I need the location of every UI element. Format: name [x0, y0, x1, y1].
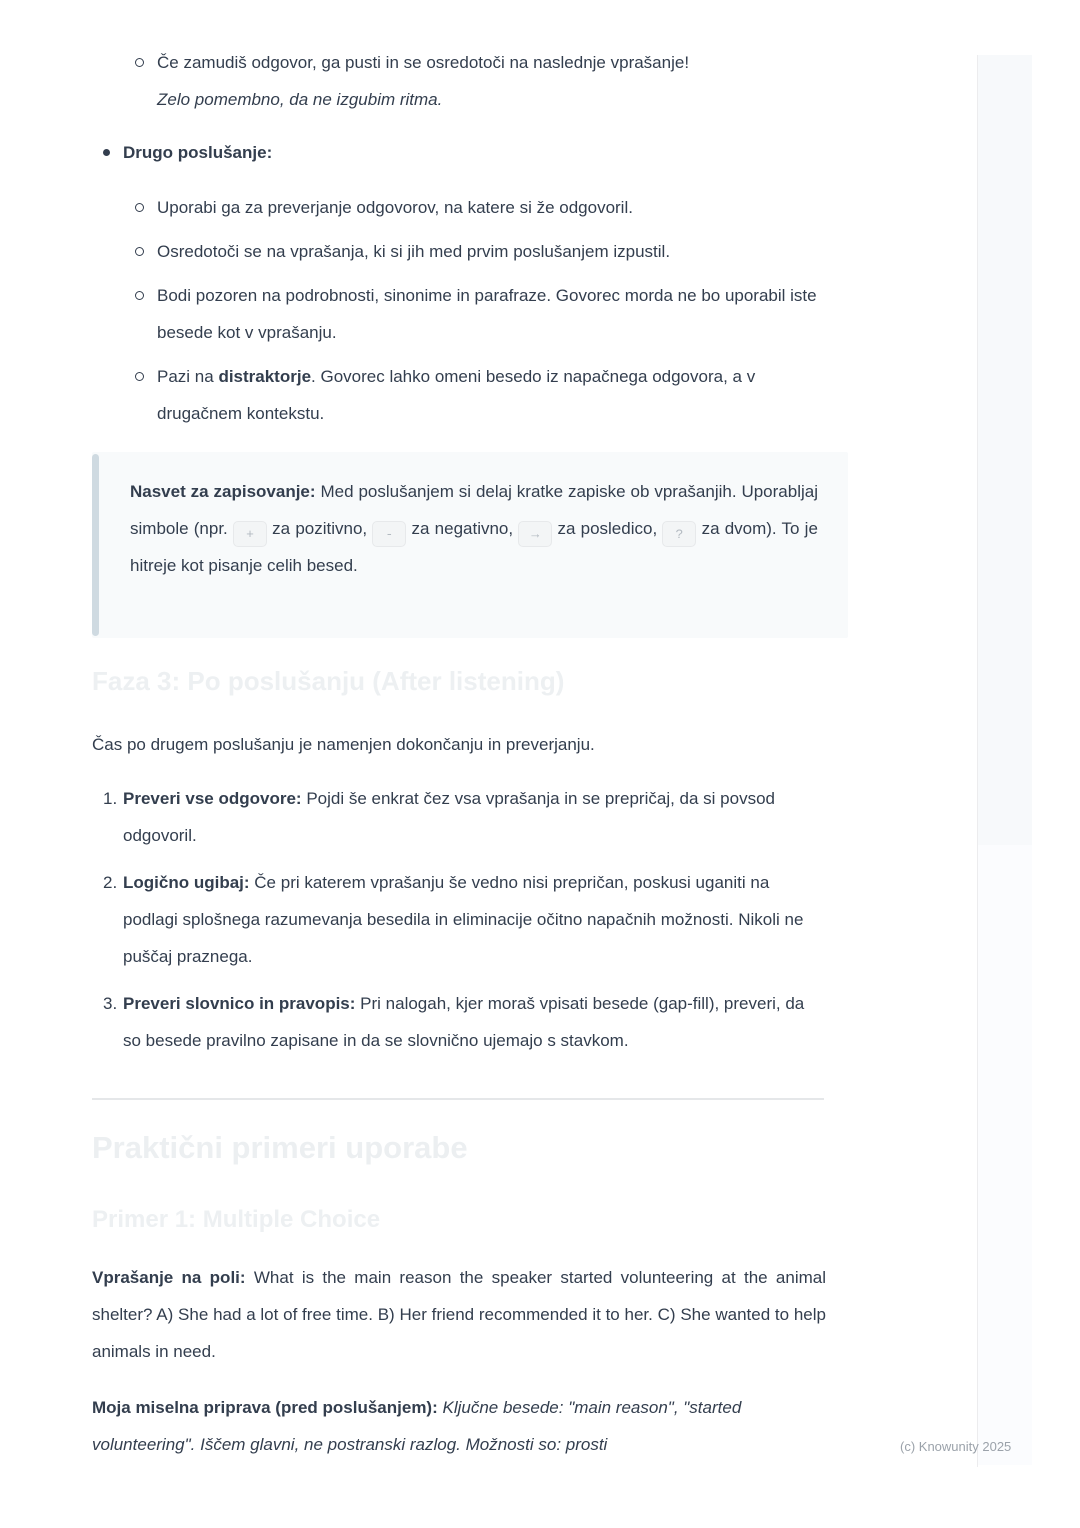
step-text: Če pri katerem vprašanju še vedno nisi prepričan, poskusi uganiti na podlagi splošnega razumevanja besedila in eliminacije očitno napačnih možnosti. Nikoli ne puščaj praznega.	[123, 873, 804, 966]
list-item-note: Zelo pomembno, da ne izgubim ritma.	[157, 90, 443, 109]
list-item	[92, 44, 827, 118]
list-item	[92, 233, 827, 270]
step-content	[123, 985, 813, 1059]
list-item-text: Uporabi ga za preverjanje odgovorov, na katere si že odgovoril.	[157, 198, 633, 217]
list-item-text-bold: distraktorje	[218, 367, 312, 386]
tip-run: Med poslušanjem si delaj kratke zapiske ob vprašanjih. Uporabljaj simbole (npr.	[130, 482, 818, 538]
step-item	[92, 985, 832, 1059]
section-divider	[92, 1098, 824, 1100]
circle-bullet-icon	[135, 58, 144, 67]
section-heading-phase3: Faza 3: Po poslušanju (After listening)	[92, 666, 565, 696]
step-content	[123, 864, 813, 975]
step-number: 2.	[103, 873, 118, 892]
step-lead: Preveri slovnico in pravopis:	[123, 994, 356, 1013]
question-lead: Vprašanje na poli:	[92, 1268, 246, 1287]
step-item	[92, 780, 832, 854]
list-item	[92, 358, 827, 432]
tip-callout	[92, 452, 848, 638]
list-item-heading	[92, 134, 832, 171]
phase3-intro: Čas po drugem poslušanju je namenjen dokončanju in preverjanju.	[92, 735, 595, 754]
question-symbol-badge: ?	[662, 521, 696, 547]
phase3-steps-list	[92, 780, 832, 1069]
page-edge-divider	[977, 55, 978, 1467]
step-item	[92, 864, 832, 975]
step-content	[123, 780, 813, 854]
list-item-text: Osredotoči se na vprašanja, ki si jih med prvim poslušanjem izpustil.	[157, 242, 671, 261]
subsection-heading-example1: Primer 1: Multiple Choice	[92, 1206, 381, 1233]
tip-run: za pozitivno,	[272, 519, 368, 538]
step-number: 3.	[103, 994, 118, 1013]
list-item-text: Bodi pozoren na podrobnosti, sinonime in parafraze. Govorec morda ne bo uporabil iste besede kot v vprašanju.	[157, 286, 817, 342]
list-item-text: Če zamudiš odgovor, ga pusti in se osredotoči na naslednje vprašanje!	[157, 53, 690, 72]
prep-lead: Moja miselna priprava (pred poslušanjem):	[92, 1398, 438, 1417]
question-text: What is the main reason the speaker started volunteering at the animal shelter? A) She had a lot of free time. B) Her friend recommended it to her. C) She wanted to help animals in need.	[92, 1268, 826, 1361]
step-lead: Preveri vse odgovore:	[123, 789, 302, 808]
tip-run: za dvom). To je hitreje kot pisanje celih besed.	[130, 519, 818, 575]
list-item-text-post: . Govorec lahko omeni besedo iz napačnega odgovora, a v drugačnem kontekstu.	[157, 367, 756, 423]
example-question-paragraph	[92, 1259, 826, 1370]
tip-run: za negativno,	[411, 519, 514, 538]
example-prep-paragraph	[92, 1389, 826, 1463]
step-text: Pojdi še enkrat čez vsa vprašanja in se prepričaj, da si povsod odgovoril.	[123, 789, 775, 845]
plus-symbol-badge: +	[233, 521, 267, 547]
disc-bullet-icon	[103, 149, 110, 156]
tip-callout-text	[130, 473, 818, 584]
copyright-notice: (c) Knowunity 2025	[900, 1439, 1012, 1454]
tip-callout-lead: Nasvet za zapisovanje:	[130, 482, 316, 501]
circle-bullet-icon	[135, 203, 144, 212]
listening-tips-list	[92, 44, 832, 439]
circle-bullet-icon	[135, 372, 144, 381]
page-edge-strip-top	[978, 55, 1032, 845]
page-edge-strip-bottom	[978, 845, 1032, 1465]
minus-symbol-badge: -	[372, 521, 406, 547]
step-lead: Logično ugibaj:	[123, 873, 250, 892]
step-text: Pri nalogah, kjer moraš vpisati besede (gap-fill), preveri, da so besede pravilno zapisane in da se slovnično ujemajo s stavkom.	[123, 994, 805, 1050]
step-number: 1.	[103, 789, 118, 808]
tip-run: za posledico,	[557, 519, 658, 538]
list-item-title: Drugo poslušanje:	[123, 143, 273, 162]
list-item	[92, 277, 827, 351]
arrow-symbol-badge: →	[518, 521, 552, 547]
prep-italic-text: Ključne besede: "main reason", "started volunteering". Iščem glavni, ne postranski razlog. Možnosti so: prosti	[92, 1398, 742, 1454]
list-item-text-pre: Pazi na	[157, 367, 219, 386]
list-item	[92, 189, 827, 226]
section-heading-examples: Praktični primeri uporabe	[92, 1130, 468, 1165]
circle-bullet-icon	[135, 291, 144, 300]
circle-bullet-icon	[135, 247, 144, 256]
